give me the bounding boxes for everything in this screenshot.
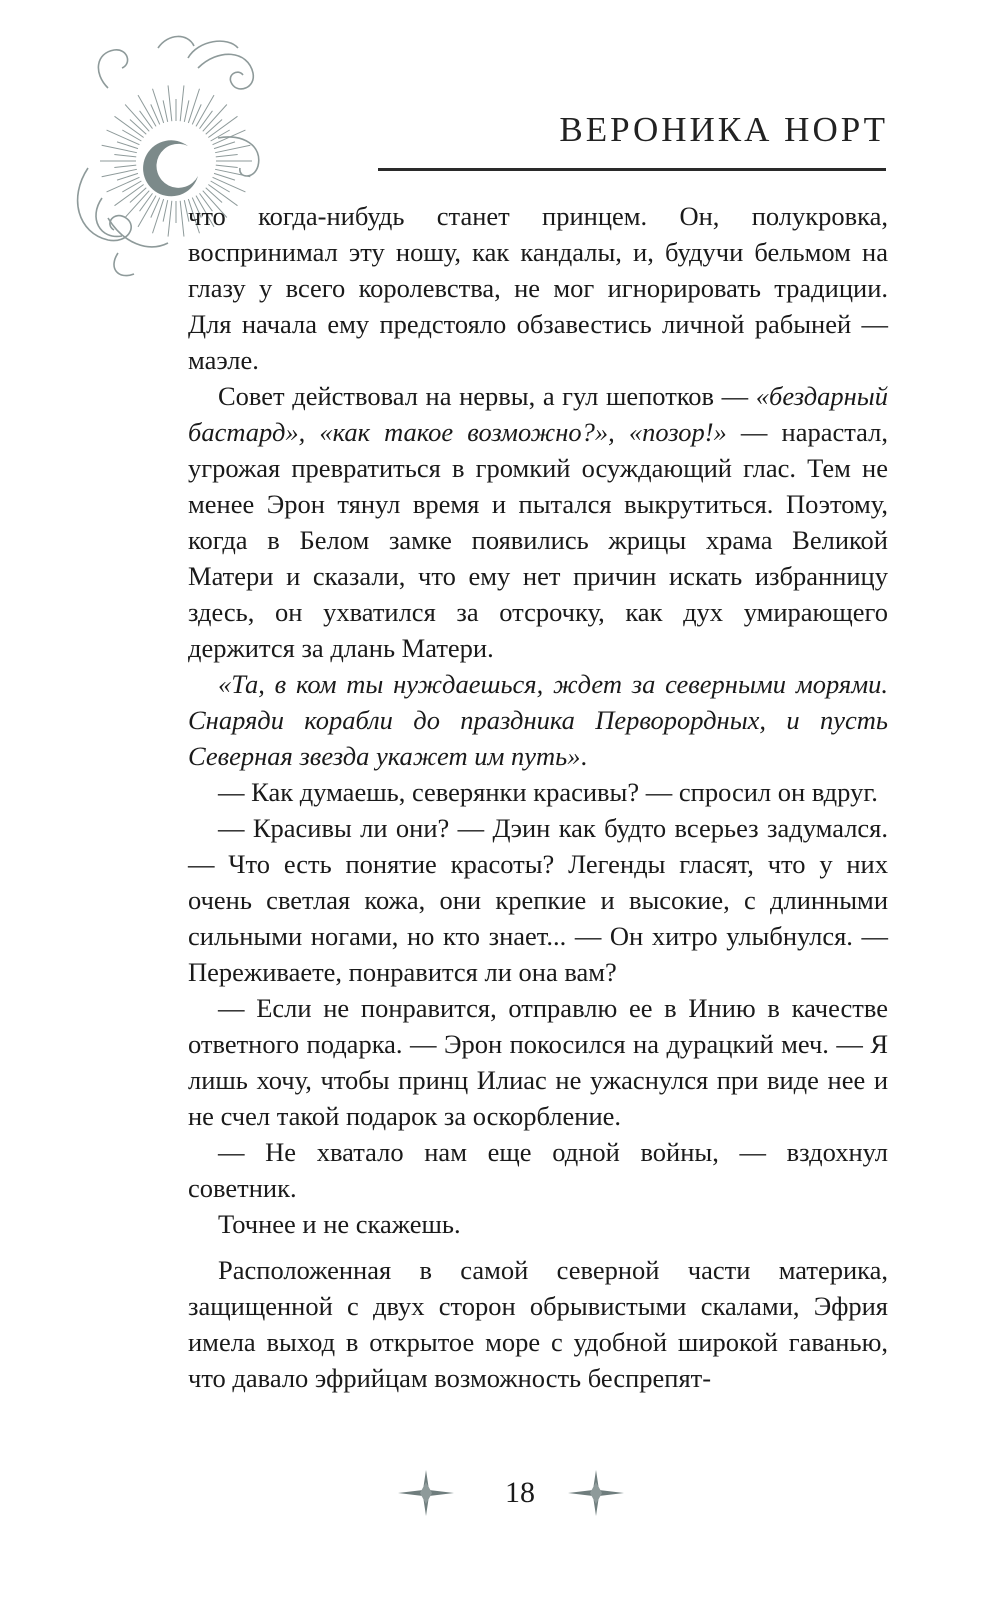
- italic-run: «бездарный бастард», «как такое возможно?», «позор!»: [188, 381, 888, 447]
- ray: [211, 130, 230, 141]
- paragraph: [188, 1252, 888, 1396]
- ray: [153, 89, 164, 123]
- paragraph: [188, 378, 888, 666]
- ray: [163, 200, 168, 222]
- ray: [114, 165, 136, 167]
- ray: [168, 201, 172, 237]
- paragraph: [188, 990, 888, 1134]
- page-number: 18: [505, 1476, 535, 1509]
- ray: [122, 181, 141, 192]
- sparkle-star-icon: [396, 1468, 456, 1518]
- ray: [130, 188, 146, 203]
- text-run: Расположенная в самой северной части материка, защищенной с двух сторон обрывистыми скалами, Эфрия имела выход в открытое море с удобной широкой гаванью, что давало эфрийцам возможность беспрепят-: [188, 1255, 888, 1393]
- paragraph: [188, 666, 888, 774]
- ray: [211, 181, 230, 192]
- ray: [216, 155, 238, 157]
- text-run: — Если не понравится, отправлю ее в Инию в качестве ответного подарка. — Эрон покосился на дурацкий меч. — Я лишь хочу, чтобы принц Илиас не ужаснулся при виде нее и не счел такой подарок за оскорбление.: [188, 993, 888, 1131]
- paragraph: [188, 774, 888, 810]
- header-rule: [378, 168, 886, 171]
- running-header-author: ВЕРОНИКА НОРТ: [559, 110, 888, 149]
- text-run: — Красивы ли они? — Дэин как будто всерьез задумался. — Что есть понятие красоты? Легенды гласят, что у них очень светлая кожа, они крепкие и высокие, с длинными сильными ногами, но кто знает... — Он хитро улыбнулся. — Переживаете, понравится ли она вам?: [188, 813, 888, 987]
- paragraph: [188, 1206, 888, 1242]
- ray: [140, 193, 153, 211]
- ray: [153, 199, 164, 233]
- text-run: Совет действовал на нервы, а гул шепотков —: [218, 381, 756, 411]
- text-run: что когда-нибудь станет принцем. Он, полукровка, воспринимал эту ношу, как кандалы, и, будучи бельмом на глазу у всего королевства, не мог игнорировать традиции. Для начала ему предстояло обзавестись личной рабыней — маэле.: [188, 201, 888, 375]
- ray: [163, 100, 168, 122]
- ray: [130, 120, 146, 135]
- sparkle-star-icon: [566, 1468, 626, 1518]
- ray: [188, 89, 199, 123]
- ray: [122, 130, 141, 141]
- paragraph: [188, 1134, 888, 1206]
- ray: [200, 111, 213, 129]
- text-run: — нарастал, угрожая превратиться в громкий осуждающий глас. Тем не менее Эрон тянул время и пытался выкрутиться. Поэтому, когда в Белом замке появились жрицы храма Великой Матери и сказали, что ему нет причин искать избранницу здесь, он ухватился за отсрочку, как дух умирающего держится за длань Матери.: [188, 417, 888, 663]
- paragraph: [188, 810, 888, 990]
- ray: [140, 111, 153, 129]
- ray: [168, 85, 172, 121]
- ray: [216, 165, 238, 167]
- ray: [184, 100, 189, 122]
- paragraph: [188, 198, 888, 378]
- body-text: [188, 198, 888, 1396]
- italic-run: «Та, в ком ты нуждаешься, ждет за северными морями. Снаряди корабли до праздника Перворордных, и пусть Северная звезда укажет им путь»: [188, 669, 888, 771]
- text-run: — Не хватало нам еще одной войны, — вздохнул советник.: [188, 1137, 888, 1203]
- ray: [114, 155, 136, 157]
- text-run: — Как думаешь, северянки красивы? — спросил он вдруг.: [218, 777, 878, 807]
- text-run: .: [580, 741, 588, 771]
- page-footer: [0, 1468, 1000, 1518]
- text-run: Точнее и не скажешь.: [218, 1209, 461, 1239]
- ray: [180, 201, 184, 237]
- ray: [206, 120, 222, 135]
- ray: [180, 85, 184, 121]
